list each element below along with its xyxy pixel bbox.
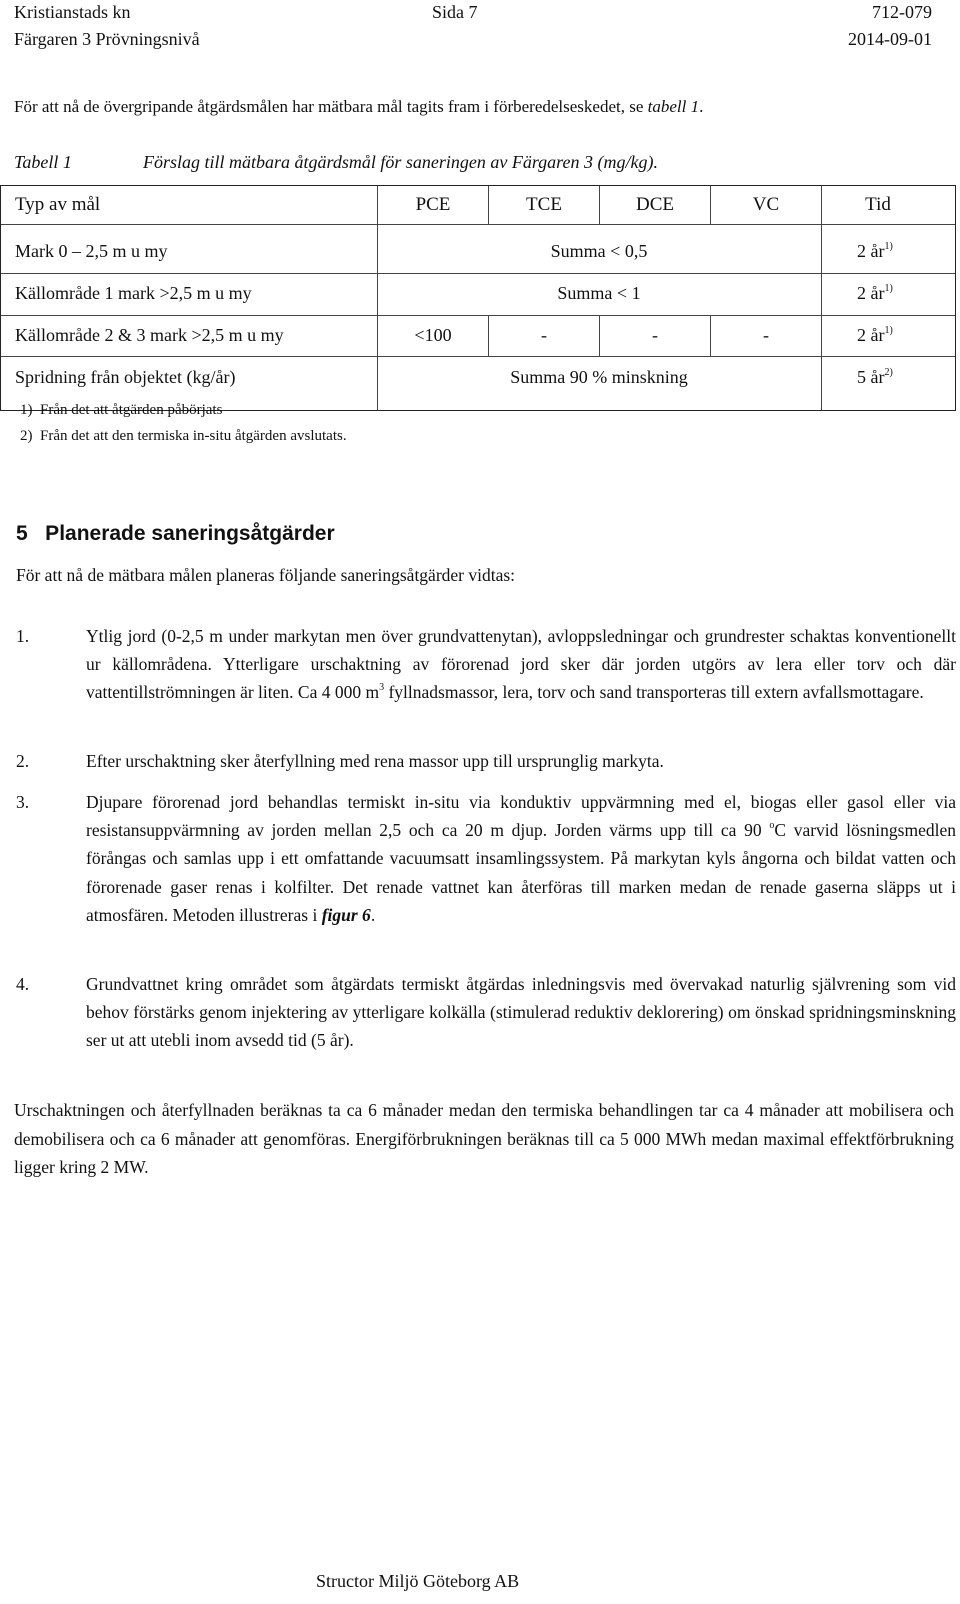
table-cell-tid xyxy=(857,283,893,304)
table-cell-type: Spridning från objektet (kg/år) xyxy=(15,367,236,387)
table-rule xyxy=(599,315,600,356)
table-header-tce: TCE xyxy=(526,194,562,215)
table-rule xyxy=(377,186,378,410)
tid-value: 5 år xyxy=(857,367,885,387)
tid-value: 2 år xyxy=(857,283,885,303)
table-reference-link[interactable]: tabell 1 xyxy=(647,97,700,116)
table-caption-label: Tabell 1 xyxy=(14,152,72,172)
tid-value: 2 år xyxy=(857,241,885,261)
table-rule xyxy=(488,186,489,224)
footnote-marker: 1) xyxy=(884,241,893,252)
table-rule xyxy=(599,186,600,224)
footnote-marker: 2) xyxy=(884,367,893,378)
table-cell-type: Källområde 1 mark >2,5 m u my xyxy=(15,283,252,303)
item-text-part: Ytlig jord (0-2,5 m under markytan men över grundvattenytan), avloppsledningar och grundrester schaktas konventionellt ur källområdena. Ytterligare urschaktning av förorenad jord sker där jorden utgörs av lera eller torv och där vattentillströmningen är liten. Ca 4 000 m xyxy=(86,626,956,703)
table-header-vc: VC xyxy=(752,194,780,215)
table-cell-tid xyxy=(857,241,893,262)
table-header-dce: DCE xyxy=(636,194,674,215)
list-item xyxy=(16,788,956,929)
header-org: Kristianstads kn xyxy=(14,2,131,22)
table-cell-merged: Summa 90 % minskning xyxy=(510,367,688,387)
intro-paragraph xyxy=(14,97,703,117)
table-rule xyxy=(710,315,711,356)
table-cell-type: Mark 0 – 2,5 m u my xyxy=(15,241,168,261)
item-text-part: fyllnadsmassor, lera, torv och sand transporteras till extern avfallsmottagare. xyxy=(384,682,924,703)
table-rule xyxy=(1,315,955,316)
header-page-number: Sida 7 xyxy=(432,2,478,22)
table-rule xyxy=(1,224,955,225)
item-text-part: . xyxy=(370,904,376,925)
list-item-number: 2. xyxy=(16,751,30,771)
table-caption-title: Förslag till mätbara åtgärdsmål för saneringen av Färgaren 3 (mg/kg). xyxy=(143,152,658,172)
header-project: Färgaren 3 Prövningsnivå xyxy=(14,29,200,49)
table-header-pce: PCE xyxy=(415,194,451,215)
table-note: 1) Från det att åtgärden påbörjats xyxy=(20,402,223,418)
targets-table xyxy=(0,185,956,411)
table-cell-tid xyxy=(857,367,893,388)
table-rule xyxy=(1,356,955,357)
header-date: 2014-09-01 xyxy=(848,29,932,49)
table-rule xyxy=(821,186,822,410)
table-cell-dce: - xyxy=(652,325,658,345)
table-cell-tce: - xyxy=(541,325,547,345)
item-text-part: C varvid lösningsmedlen förångas och samlas upp i ett omfattande vacuumsatt insamlingssystem. På markytan kyls ångorna och bildat vatten och förorenade gaser renas i kolfilter. Det renade vattnet kan återföras till marken medan de renade gaserna släpps ut i atmosfären. Metoden illustreras i xyxy=(86,820,956,925)
table-cell-type: Källområde 2 & 3 mark >2,5 m u my xyxy=(15,325,284,345)
table-header-tid: Tid xyxy=(865,194,891,215)
table-cell-tid xyxy=(857,325,893,346)
footnote-marker: 1) xyxy=(884,283,893,294)
tid-value: 2 år xyxy=(857,325,885,345)
list-item xyxy=(16,970,956,1055)
footnote-marker: 1) xyxy=(884,325,893,336)
superscript: 3 xyxy=(379,682,385,694)
table-note: 2) Från det att den termiska in-situ åtgärden avslutats. xyxy=(20,428,347,444)
table-rule xyxy=(488,315,489,356)
footer-company: Structor Miljö Göteborg AB xyxy=(316,1571,520,1591)
section-heading: 5 Planerade saneringsåtgärder xyxy=(16,522,335,545)
list-item-text xyxy=(86,788,956,929)
table-rule xyxy=(1,273,955,274)
list-item-text: Efter urschaktning sker återfyllning med rena massor upp till ursprunglig markyta. xyxy=(86,751,664,771)
list-item-number: 3. xyxy=(16,792,30,812)
superscript: o xyxy=(769,820,775,832)
list-item-number: 1. xyxy=(16,626,30,646)
list-item xyxy=(16,622,956,707)
table-cell-merged: Summa < 0,5 xyxy=(550,241,648,261)
list-item xyxy=(16,747,956,775)
table-header-type: Typ av mål xyxy=(15,194,101,215)
section-lead: För att nå de mätbara målen planeras följande saneringsåtgärder vidtas: xyxy=(16,565,516,585)
closing-paragraph: Urschaktningen och återfyllnaden beräknas ta ca 6 månader medan den termiska behandlingen tar ca 4 månader att mobilisera och demobilisera och ca 6 månader att genomföras. Energiförbrukningen beräknas till ca 5 000 MWh medan maximal effektförbrukning ligger kring 2 MW. xyxy=(14,1100,954,1178)
intro-end: . xyxy=(699,97,704,116)
figure-reference-link[interactable]: figur 6 xyxy=(321,904,371,925)
header-doc-number: 712-079 xyxy=(872,2,932,22)
list-item-number: 4. xyxy=(16,974,30,994)
table-cell-vc: - xyxy=(763,325,769,345)
table-cell-merged: Summa < 1 xyxy=(557,283,641,303)
table-rule xyxy=(710,186,711,224)
table-cell-pce: <100 xyxy=(414,325,452,345)
item-text-part: Djupare förorenad jord behandlas termiskt in-situ via konduktiv uppvärmning med el, biogas eller gasol eller via resistansuppvärmning av jorden mellan 2,5 och ca 20 m djup. Jorden värms upp till ca 90 xyxy=(86,792,956,841)
list-item-text: Grundvattnet kring området som åtgärdats termiskt åtgärdas inledningsvis med övervakad naturlig självrening som vid behov förstärks genom injektering av ytterligare kolkälla (stimulerad reduktiv deklorering) om önskad spridningsminskning ser ut att utebli inom avsedd tid (5 år). xyxy=(86,974,956,1051)
list-item-text xyxy=(86,622,956,707)
intro-text: För att nå de övergripande åtgärdsmålen har mätbara mål tagits fram i förberedelseskedet, se xyxy=(14,97,648,116)
